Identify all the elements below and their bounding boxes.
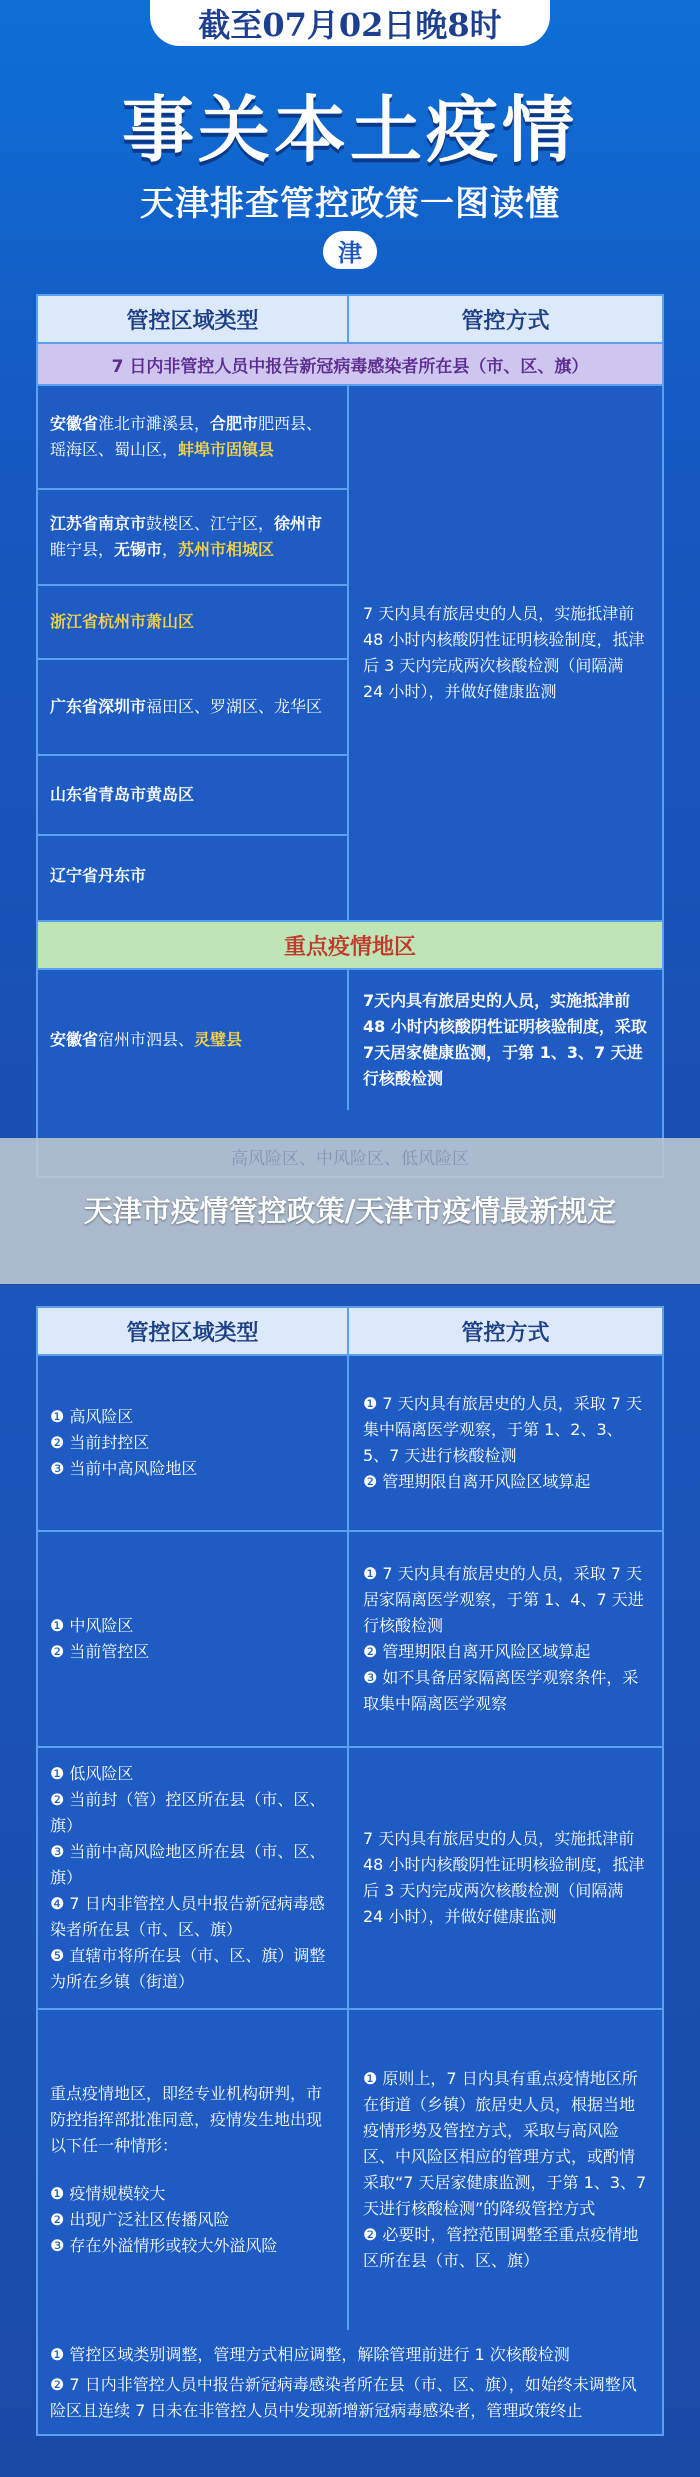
- table2-row: [38, 1748, 662, 2010]
- area-cell: [38, 490, 347, 586]
- area-text-segment: 山东省青岛市黄岛区: [50, 785, 195, 804]
- nonpolicy-method: 7 天内具有旅居史的人员，实施抵津前 48 小时内核酸阴性证明核验制度，抵津后 3 天内完成两次核酸检测（间隔满 24 小时），并做好健康监测: [363, 604, 645, 701]
- note-line: ❶ 管控区域类别调整，管理方式相应调整，解除管理前进行 1 次核酸检测: [50, 2345, 570, 2364]
- row-method-text: [363, 2066, 648, 2274]
- area-text-segment: 江苏省南京市: [50, 514, 147, 533]
- area-text-segment: 浙江省杭州市萧山区: [50, 612, 195, 631]
- row-method-cell: [349, 1532, 662, 1746]
- sub-title: 天津排查管控政策一图读懂: [140, 184, 560, 224]
- main-title: 事关本土疫情: [121, 88, 578, 172]
- area-text-segment: 徐州市: [274, 514, 323, 533]
- area-line: ❶ 高风险区: [50, 1407, 134, 1426]
- logo-char: 津: [323, 231, 377, 269]
- area-cell-text: [50, 411, 335, 463]
- area-cell: [38, 660, 347, 756]
- area-text-segment: 鼓楼区、江宁区，: [146, 514, 275, 533]
- area-line: ❷ 当前封（管）控区所在县（市、区、旗）: [50, 1790, 326, 1835]
- area-text-segment: 灵璧县: [194, 1030, 243, 1049]
- policy-table-2: [36, 1306, 664, 2436]
- area-text-segment: 睢宁县，: [50, 540, 115, 559]
- area-line: ❸ 存在外溢情形或较大外溢风险: [50, 2236, 278, 2255]
- method-line: ❶ 7 天内具有旅居史的人员，采取 7 天集中隔离医学观察，于第 1、2、3、5、7 天进行核酸检测: [363, 1394, 643, 1465]
- area-text-segment: 安徽省: [50, 414, 99, 433]
- area-cell-text: [50, 511, 335, 563]
- row-area-cell: [38, 2010, 349, 2330]
- key-area-section: [38, 970, 662, 1110]
- method-line: ❶ 7 天内具有旅居史的人员，采取 7 天居家隔离医学观察，于第 1、4、7 天进行核酸检测: [363, 1564, 644, 1635]
- col-method-header-2: 管控方式: [461, 1320, 550, 1346]
- area-text-segment: 苏州市相城区: [178, 540, 275, 559]
- article-title-overlay: [0, 1138, 700, 1284]
- area-line: 重点疫情地区，即经专业机构研判，市防控指挥部批准同意，疫情发生地出现以下任一种情形：: [50, 2084, 323, 2155]
- method-line: ❶ 原则上，7 日内具有重点疫情地区所在街道（乡镇）旅居史人员，根据当地疫情形势及管控方式，采取与高风险区、中风险区相应的管理方式，或酌情采取“7 天居家健康监测，于第 1、3、7 天进行核酸检测”的降级管控方式: [363, 2069, 647, 2218]
- band-nonpolicy: 7 日内非管控人员中报告新冠病毒感染者所在县（市、区、旗）: [38, 344, 662, 386]
- tianjin-logo-icon: [318, 228, 382, 272]
- area-line: ❷ 当前管控区: [50, 1642, 150, 1661]
- area-text-segment: 福田区、罗湖区、龙华区: [146, 697, 323, 716]
- col-method-header: 管控方式: [461, 308, 550, 334]
- key-area-cell-wrap: [38, 970, 349, 1110]
- key-area-text: [50, 1027, 242, 1053]
- row-method-cell: [349, 1356, 662, 1530]
- area-line: ❶ 中风险区: [50, 1616, 134, 1635]
- note-line: ❷ 7 日内非管控人员中报告新冠病毒感染者所在县（市、区、旗），如始终未调整风险区且连续 7 日未在非管控人员中发现新增新冠病毒感染者，管理政策终止: [50, 2375, 637, 2420]
- article-title: 天津市疫情管控政策/天津市疫情最新规定: [83, 1194, 617, 1228]
- row-area-text: [38, 1394, 209, 1492]
- table2-row: [38, 1356, 662, 1532]
- area-text-segment: 安徽省: [50, 1030, 99, 1049]
- area-line: ❺ 直辖市将所在县（市、区、旗）调整为所在乡镇（街道）: [50, 1946, 326, 1991]
- row-method-text: [363, 1826, 648, 1930]
- date-banner: 截至07月02日晚8时: [150, 0, 550, 46]
- method-line: ❷ 管理期限自离开风险区域算起: [363, 1472, 591, 1491]
- band-key-area: 重点疫情地区: [38, 922, 662, 970]
- area-text-segment: 合肥市: [210, 414, 259, 433]
- row-area-text: [38, 2071, 347, 2269]
- row-method-cell: [349, 2010, 662, 2330]
- area-line: ❹ 7 日内非管控人员中报告新冠病毒感染者所在县（市、区、旗）: [50, 1894, 325, 1939]
- area-cell: [38, 756, 347, 836]
- table1-header: [38, 296, 662, 344]
- area-line: ❸ 当前中高风险地区: [50, 1459, 198, 1478]
- overlay-faint-text: 高风险区、中风险区、低风险区: [231, 1149, 469, 1169]
- area-cell-text: [50, 694, 322, 720]
- area-cell: [38, 836, 347, 916]
- nonpolicy-section: [38, 386, 662, 922]
- area-line: ❸ 当前中高风险地区所在县（市、区、旗）: [50, 1842, 326, 1887]
- area-text-segment: 淮北市濉溪县，: [98, 414, 211, 433]
- row-area-cell: [38, 1356, 349, 1530]
- area-line: ❶ 疫情规模较大: [50, 2184, 166, 2203]
- area-line: ❶ 低风险区: [50, 1764, 134, 1783]
- col-area-header-2: 管控区域类型: [38, 1308, 349, 1354]
- row-area-text: [38, 1751, 347, 2005]
- key-method: 7天内具有旅居史的人员，实施抵津前 48 小时内核酸阴性证明核验制度，采取 7天居家健康监测，于第 1、3、7 天进行核酸检测: [363, 991, 647, 1088]
- row-method-cell: [349, 1748, 662, 2008]
- area-cell-text: [50, 609, 194, 635]
- row-method-text: [363, 1391, 648, 1495]
- area-text-segment: 肥西县、瑶海区、蜀山区，: [50, 414, 323, 459]
- table2-header: [38, 1308, 662, 1356]
- area-text-segment: 宿州市泗县、: [98, 1030, 195, 1049]
- area-text-segment: 广东省深圳市: [50, 697, 147, 716]
- table2-rows: [38, 1356, 662, 2330]
- method-line: 7 天内具有旅居史的人员，实施抵津前 48 小时内核酸阴性证明核验制度，抵津后 3 天内完成两次核酸检测（间隔满 24 小时），并做好健康监测: [363, 1829, 645, 1926]
- area-cell: [38, 386, 347, 490]
- method-line: ❷ 必要时，管控范围调整至重点疫情地区所在县（市、区、旗）: [363, 2225, 639, 2270]
- row-area-cell: [38, 1532, 349, 1746]
- method-line: ❸ 如不具备居家隔离医学观察条件，采取集中隔离医学观察: [363, 1668, 639, 1713]
- area-cell-text: [50, 782, 194, 808]
- row-area-text: [38, 1603, 161, 1675]
- area-cell-text: [50, 863, 146, 889]
- area-cell: [38, 586, 347, 660]
- area-text-segment: 蚌埠市固镇县: [178, 440, 275, 459]
- table2-row: [38, 2010, 662, 2330]
- nonpolicy-area-list: [38, 386, 349, 920]
- table2-row: [38, 1532, 662, 1748]
- area-line: ❷ 出现广泛社区传播风险: [50, 2210, 230, 2229]
- col-area-header: 管控区域类型: [38, 296, 349, 342]
- table2-notes: [38, 2330, 662, 2440]
- area-line: ❷ 当前封控区: [50, 1433, 150, 1452]
- policy-table-1: [36, 294, 664, 1178]
- row-area-cell: [38, 1748, 349, 2008]
- key-area-cell: [38, 970, 347, 1110]
- area-text-segment: ，: [162, 540, 179, 559]
- area-text-segment: 无锡市: [114, 540, 163, 559]
- row-method-text: [363, 1561, 648, 1717]
- method-line: ❷ 管理期限自离开风险区域算起: [363, 1642, 591, 1661]
- area-text-segment: 辽宁省丹东市: [50, 866, 147, 885]
